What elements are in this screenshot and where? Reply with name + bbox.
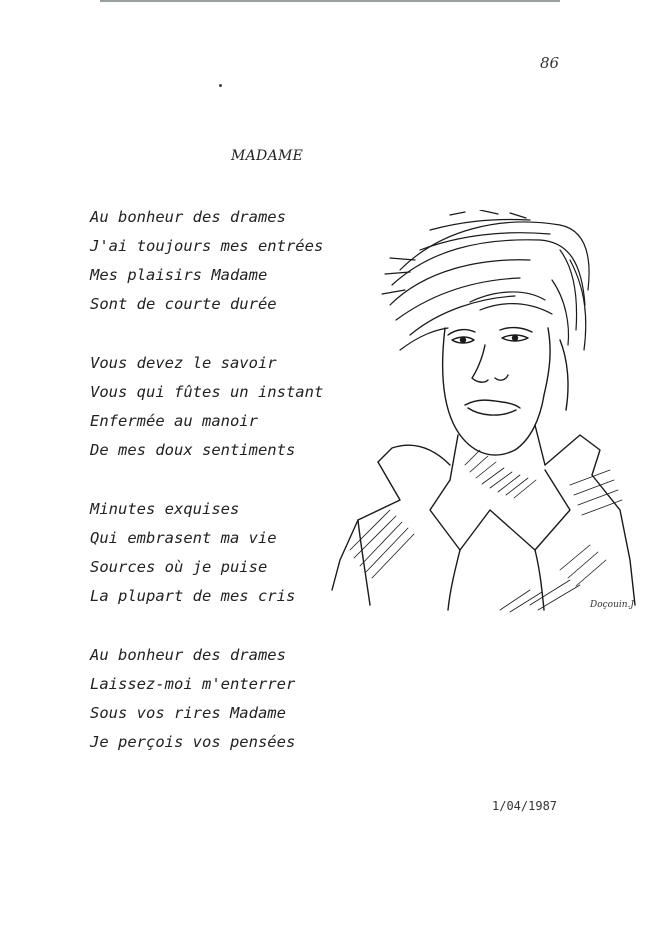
ink-speck bbox=[219, 84, 222, 87]
stanza-2 bbox=[90, 349, 323, 465]
verse: Laissez-moi m'enterrer bbox=[90, 675, 296, 693]
stanza-3 bbox=[90, 495, 323, 611]
verse: Minutes exquises bbox=[90, 500, 240, 518]
hair-strokes bbox=[382, 210, 589, 350]
verse: Au bonheur des drames bbox=[90, 208, 286, 226]
stanza-1 bbox=[90, 203, 323, 319]
verse: Mes plaisirs Madame bbox=[90, 266, 268, 284]
top-rule bbox=[100, 0, 560, 2]
verse: Enfermée au manoir bbox=[90, 412, 258, 430]
verse: Vous devez le savoir bbox=[90, 354, 277, 372]
portrait-illustration bbox=[330, 210, 652, 620]
poem-body bbox=[90, 203, 323, 787]
verse: Sous vos rires Madame bbox=[90, 704, 286, 722]
stanza-4 bbox=[90, 641, 323, 757]
face-lines bbox=[443, 328, 568, 480]
shading-hatch bbox=[350, 450, 622, 612]
page-number: 86 bbox=[540, 54, 560, 72]
verse: De mes doux sentiments bbox=[90, 441, 296, 459]
verse: Qui embrasent ma vie bbox=[90, 529, 277, 547]
verse: Je perçois vos pensées bbox=[90, 733, 296, 751]
verse: Sont de courte durée bbox=[90, 295, 277, 313]
verse: J'ai toujours mes entrées bbox=[90, 237, 324, 255]
verse: La plupart de mes cris bbox=[90, 587, 296, 605]
verse: Vous qui fûtes un instant bbox=[90, 383, 324, 401]
verse: Au bonheur des drames bbox=[90, 646, 286, 664]
poem-date: 1/04/1987 bbox=[492, 799, 558, 813]
poem-title: MADAME bbox=[231, 148, 304, 164]
artist-signature: Doçouin.J bbox=[590, 600, 635, 610]
verse: Sources où je puise bbox=[90, 558, 268, 576]
